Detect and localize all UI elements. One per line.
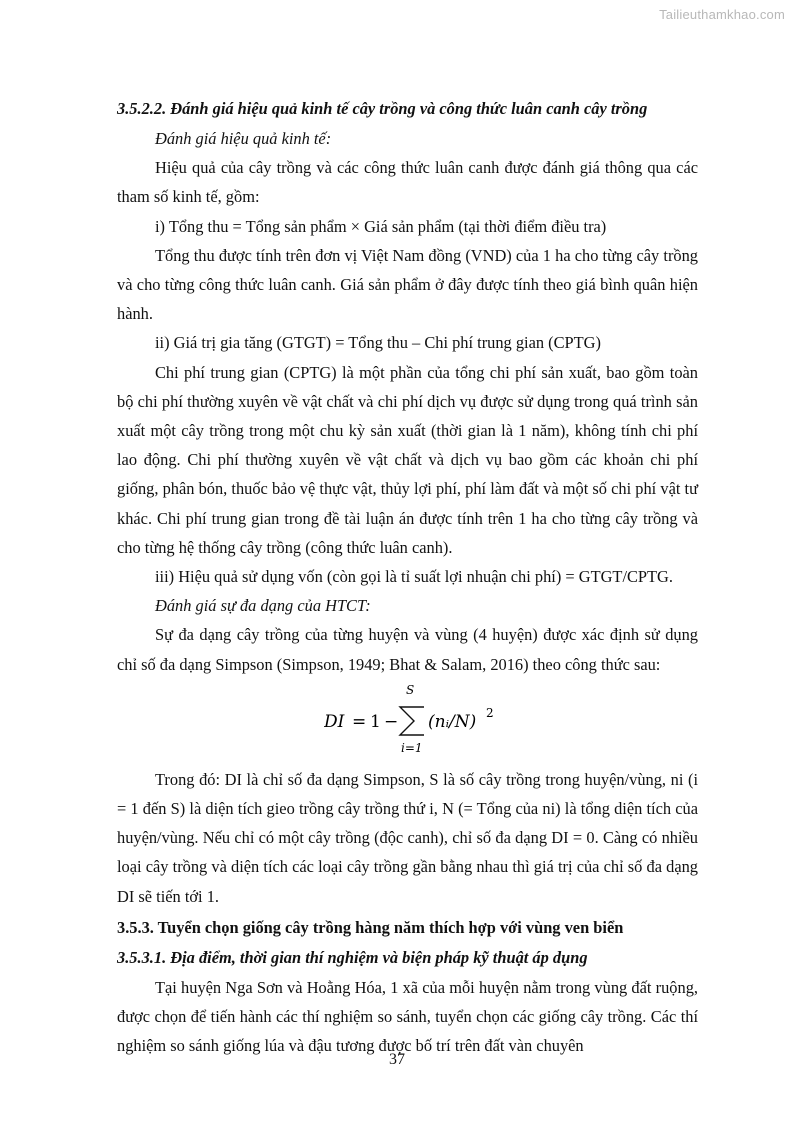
subheading-economic: Đánh giá hiệu quả kinh tế:: [155, 129, 332, 148]
formula-graphic: [324, 681, 504, 761]
formula-minus: −: [384, 711, 399, 732]
formula-equals: =: [352, 711, 367, 732]
list-item-iii: iii) Hiệu quả sử dụng vốn (còn gọi là tỉ suất lợi nhuận chi phí) = GTGT/CPTG.: [155, 567, 673, 587]
paragraph-location: Tại huyện Nga Sơn và Hoằng Hóa, 1 xã của mỗi huyện nằm trong vùng đất ruộng, được chọn để tiến hành các thí nghiệm so sánh, tuyển chọn các giống cây trồng. Các thí nghiệm so sánh giống lúa và đậu tương được bố trí trên đất vàn chuyên: [117, 977, 698, 1056]
formula-lower-limit: i=1: [401, 740, 423, 755]
page-number: 37: [389, 1051, 405, 1068]
formula-lhs: DI: [324, 711, 345, 732]
list-item-i: i) Tổng thu = Tổng sản phẩm × Giá sản phẩm (tại thời điểm điều tra): [155, 216, 607, 236]
subheading-diversity: Đánh giá sự đa dạng của HTCT:: [155, 596, 371, 616]
paragraph-intermediate-cost: Chi phí trung gian (CPTG) là một phần của tổng chi phí sản xuất, bao gồm toàn bộ chi phí thường xuyên về vật chất và chi phí dịch vụ được sử dụng trong quá trình sản xuất một cây trồng trong một chu kỳ sản xuất (thời gian là 1 năm), không tính chi phí lao động. Chi phí thường xuyên về vật chất và dịch vụ bao gồm các khoản chi phí giống, phân bón, thuốc bảo vệ thực vật, thủy lợi phí, phí làm đất và một số chi phí vật tư khác. Chi phí trung gian trong đề tài luận án được tính trên 1 ha cho từng cây trồng và cho từng hệ thống cây trồng (công thức luân canh).: [117, 362, 698, 557]
watermark: Tailieuthamkhao.com: [659, 7, 785, 22]
formula-one: 1: [370, 711, 381, 732]
formula-term: (nᵢ/N): [428, 711, 477, 732]
section-heading-3-5-2-2: 3.5.2.2. Đánh giá hiệu quả kinh tế cây trồng và công thức luân canh cây trồng: [117, 99, 648, 118]
simpson-formula: [117, 681, 698, 761]
section-heading-3-5-3: 3.5.3. Tuyển chọn giống cây trồng hàng năm thích hợp với vùng ven biển: [117, 917, 624, 937]
paragraph-formula-explanation: Trong đó: DI là chỉ số đa dạng Simpson, S là số cây trồng trong huyện/vùng, ni (i = 1 đến S) là diện tích gieo trồng cây trồng thứ i, N (= Tổng của ni) là tổng diện tích của huyện/vùng. Nếu chỉ có một cây trồng (độc canh), chỉ số đa dạng DI = 0. Càng có nhiều loại cây trồng và diện tích các loại cây trồng gần bằng nhau thì giá trị của chỉ số đa dạng DI sẽ tiến tới 1.: [117, 769, 698, 906]
section-heading-3-5-3-1: 3.5.3.1. Địa điểm, thời gian thí nghiệm và biện pháp kỹ thuật áp dụng: [117, 947, 588, 967]
list-item-ii: ii) Giá trị gia tăng (GTGT) = Tổng thu – Chi phí trung gian (CPTG): [155, 333, 601, 353]
formula-exponent: 2: [486, 705, 494, 720]
paragraph-intro: Hiệu quả của cây trồng và các công thức luân canh được đánh giá thông qua các tham số kinh tế, gồm:: [117, 158, 698, 207]
document-body: [117, 96, 698, 1060]
paragraph-total-revenue: Tổng thu được tính trên đơn vị Việt Nam đồng (VND) của 1 ha cho từng cây trồng và cho từng công thức luân canh. Giá sản phẩm ở đây được tính theo giá bình quân hiện hành.: [117, 245, 698, 324]
paragraph-diversity: Sự đa dạng cây trồng của từng huyện và vùng (4 huyện) được xác định sử dụng chỉ số đa dạng Simpson (Simpson, 1949; Bhat & Salam, 2016) theo công thức sau:: [117, 625, 698, 674]
formula-upper-limit: S: [406, 682, 415, 697]
summation-icon: [400, 707, 424, 735]
